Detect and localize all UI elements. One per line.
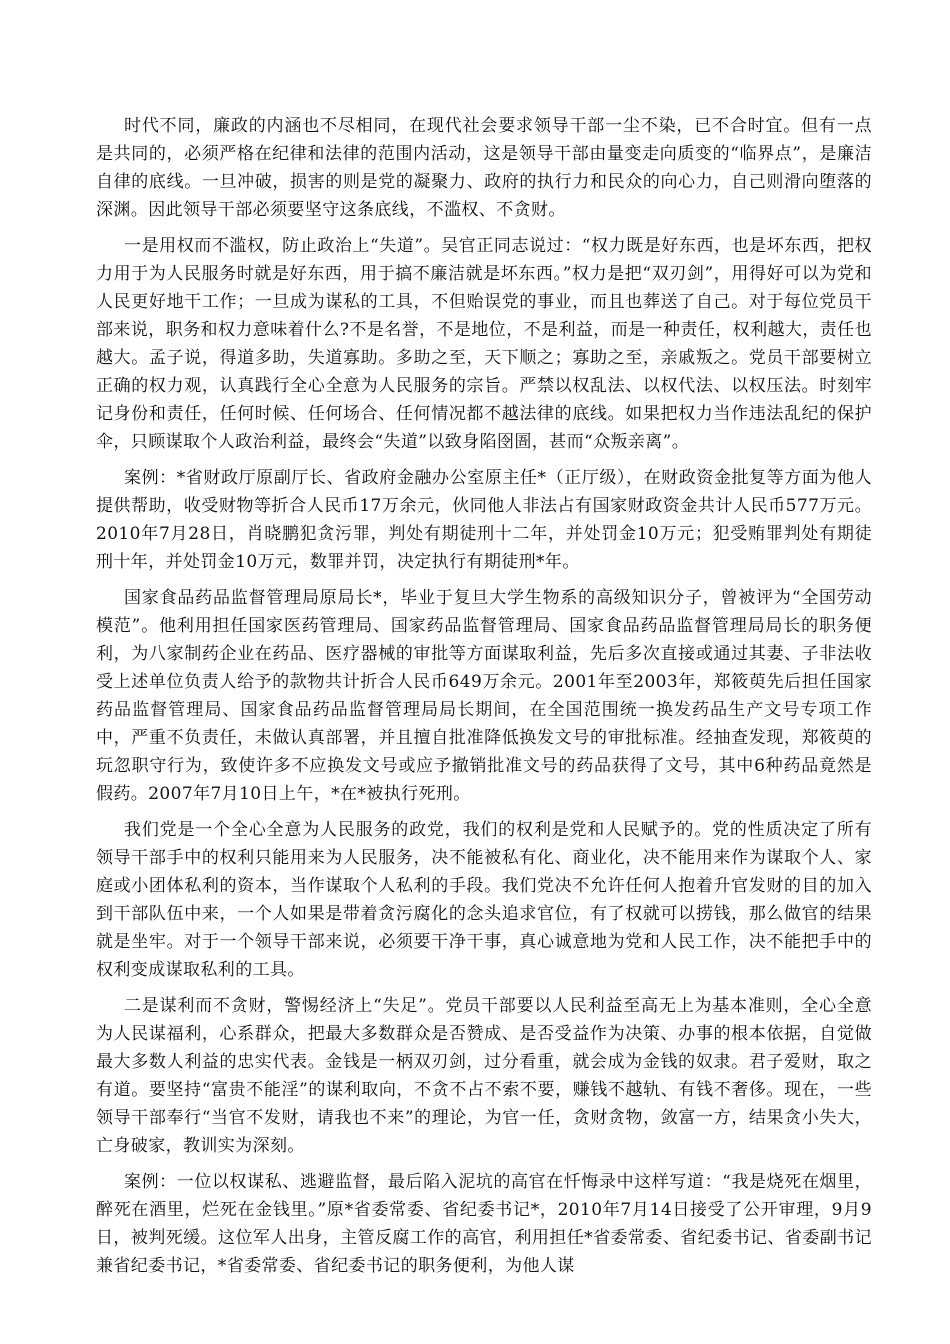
paragraph-case-three: 案例：一位以权谋私、逃避监督，最后陷入泥坑的高官在忏悔录中这样写道：“我是烧死在烟里，醉死在酒里，烂死在金钱里。”原*省委常委、省纪委书记*，2010年7月14日接受了公开审理，9月9日，被判死缓。这位军人出身，主管反腐工作的高官，利用担任*省委常委、省纪委书记、省委副书记兼省纪委书记，*省委常委、省纪委书记的职务便利，为他人谋 xyxy=(96,1172,872,1276)
paragraph-intro: 时代不同，廉政的内涵也不尽相同，在现代社会要求领导干部一尘不染，已不合时宜。但有一点是共同的，必须严格在纪律和法律的范围内活动，这是领导干部由量变走向质变的“临界点”，是廉洁自律的底线。一旦冲破，损害的则是党的凝聚力、政府的执行力和民众的向心力，自己则滑向堕落的深渊。因此领导干部必须要坚守这条底线，不滥权、不贪财。 xyxy=(96,116,872,220)
paragraph-point-one: 一是用权而不滥权，防止政治上“失道”。吴官正同志说过：“权力既是好东西，也是坏东西，把权力用于为人民服务时就是好东西，用于搞不廉洁就是坏东西。”权力是把“双刃剑”，用得好可以为党和人民更好地干工作；一旦成为谋私的工具，不但贻误党的事业，而且也葬送了自己。对于每位党员干部来说，职务和权力意味着什么?不是名誉，不是地位，不是利益，而是一种责任，权利越大，责任也越大。孟子说，得道多助，失道寡助。多助之至，天下顺之；寡助之至，亲戚叛之。党员干部要树立正确的权力观，认真践行全心全意为人民服务的宗旨。严禁以权乱法、以权代法、以权压法。时刻牢记身份和责任，任何时候、任何场合、任何情况都不越法律的底线。如果把权力当作违法乱纪的保护伞，只顾谋取个人政治利益，最终会“失道”以致身陷囹圄，甚而“众叛亲离”。 xyxy=(96,236,872,452)
paragraph-party-principle: 我们党是一个全心全意为人民服务的政党，我们的权利是党和人民赋予的。党的性质决定了所有领导干部手中的权利只能用来为人民服务，决不能被私有化、商业化，决不能用来作为谋取个人、家庭或小团体私利的资本，当作谋取个人私利的手段。我们党决不允许任何人抱着升官发财的目的加入到干部队伍中来，一个人如果是带着贪污腐化的念头追求官位，有了权就可以捞钱，那么做官的结果就是坐牢。对于一个领导干部来说，必须要干净干事，真心诚意地为党和人民工作，决不能把手中的权利变成谋取私利的工具。 xyxy=(96,820,872,980)
paragraph-case-two: 国家食品药品监督管理局原局长*，毕业于复旦大学生物系的高级知识分子，曾被评为“全国劳动模范”。他利用担任国家医药管理局、国家药品监督管理局、国家食品药品监督管理局局长的职务便利，为八家制药企业在药品、医疗器械的审批等方面谋取利益，先后多次直接或通过其妻、子非法收受上述单位负责人给予的款物共计折合人民币649万余元。2001年至2003年，郑筱萸先后担任国家药品监督管理局、国家食品药品监督管理局局长期间，在全国范围统一换发药品生产文号专项工作中，严重不负责任，未做认真部署，并且擅自批准降低换发文号的审批标准。经抽查发现，郑筱萸的玩忽职守行为，致使许多不应换发文号或应予撤销批准文号的药品获得了文号，其中6种药品竟然是假药。2007年7月10日上午，*在*被执行死刑。 xyxy=(96,588,872,804)
document-body xyxy=(96,112,872,1288)
paragraph-point-two: 二是谋利而不贪财，警惕经济上“失足”。党员干部要以人民利益至高无上为基本准则，全心全意为人民谋福利，心系群众，把最大多数群众是否赞成、是否受益作为决策、办事的根本依据，自觉做最大多数人利益的忠实代表。金钱是一柄双刃剑，过分看重，就会成为金钱的奴隶。君子爱财，取之有道。要坚持“富贵不能淫”的谋利取向，不贪不占不索不要，赚钱不越轨、有钱不奢侈。现在，一些领导干部奉行“当官不发财，请我也不来”的理论，为官一任，贪财贪物，敛富一方，结果贪小失大，亡身破家，教训实为深刻。 xyxy=(96,996,872,1156)
paragraph-case-one: 案例：*省财政厅原副厅长、省政府金融办公室原主任*（正厅级），在财政资金批复等方面为他人提供帮助，收受财物等折合人民币17万余元，伙同他人非法占有国家财政资金共计人民币577万元。2010年7月28日，肖晓鹏犯贪污罪，判处有期徒刑十二年，并处罚金10万元；犯受贿罪判处有期徒刑十年，并处罚金10万元，数罪并罚，决定执行有期徒刑*年。 xyxy=(96,468,872,572)
